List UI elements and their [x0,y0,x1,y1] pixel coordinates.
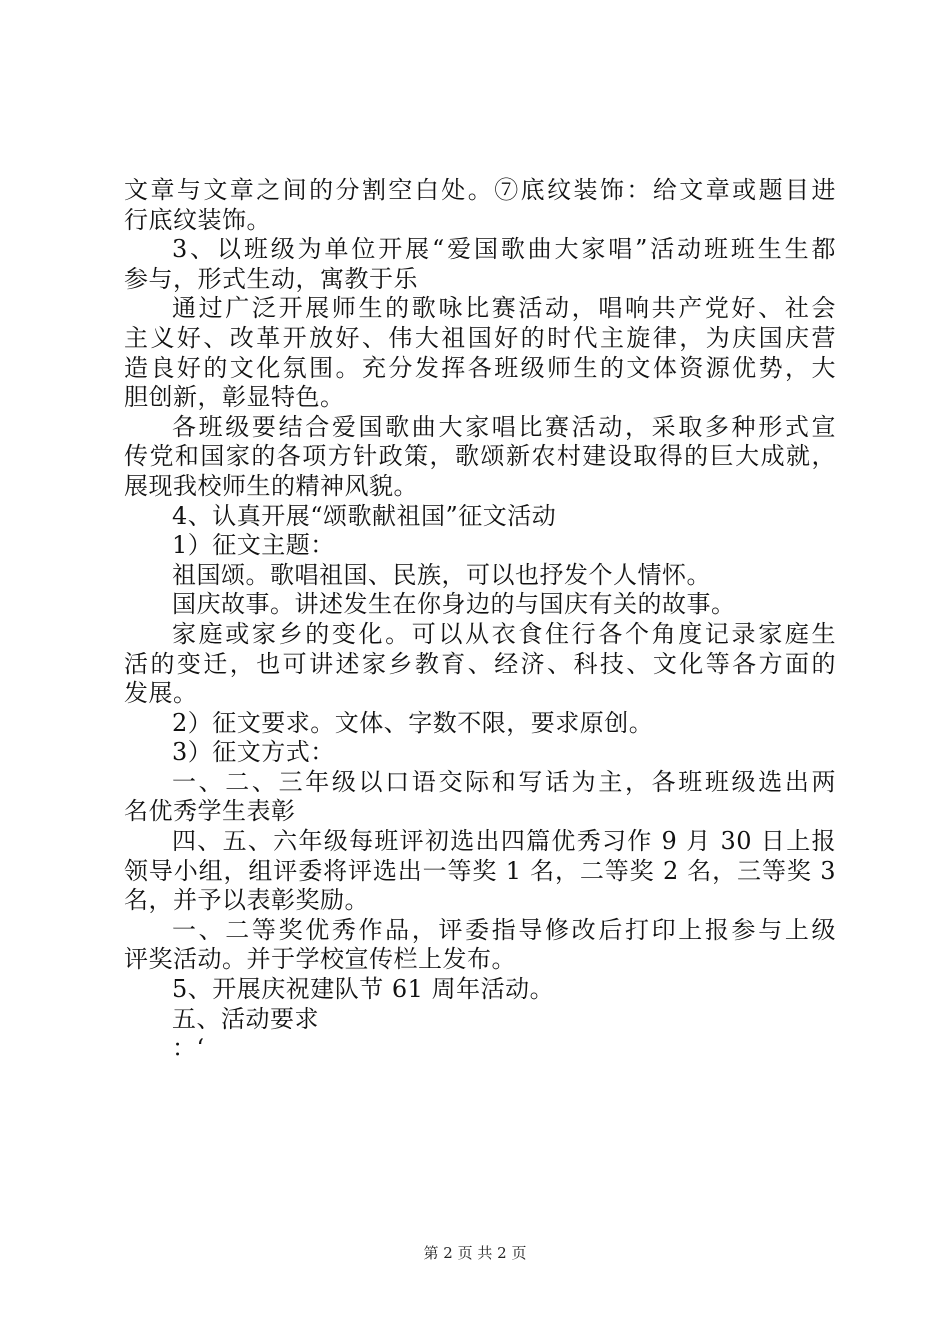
text-line: 家庭或家乡的变化。可以从衣食住行各个角度记录家庭生 [172,619,836,648]
text-line: 五、活动要求 [172,1004,319,1033]
text-line: ：‘ [172,1034,205,1063]
text-line: 评奖活动。并于学校宣传栏上发布。 [124,945,516,974]
text-line: 传党和国家的各项方针政策，歌颂新农村建设取得的巨大成就， [124,442,836,471]
text-line: 3、以班级为单位开展“爱国歌曲大家唱”活动班班生生都 [172,235,836,264]
text-line: 名优秀学生表彰 [124,797,296,826]
text-line: 胆创新，彰显特色。 [124,383,345,412]
text-line: 祖国颂。歌唱祖国、民族，可以也抒发个人情怀。 [172,560,711,589]
text-line: 发展。 [124,679,198,708]
text-line: 国庆故事。讲述发生在你身边的与国庆有关的故事。 [172,590,736,619]
text-line: 3）征文方式： [172,738,335,767]
text-line: 5、开展庆祝建队节 61 周年活动。 [172,975,555,1004]
text-line: 主义好、改革开放好、伟大祖国好的时代主旋律，为庆国庆营 [124,323,836,352]
text-line: 领导小组，组评委将评选出一等奖 1 名，二等奖 2 名，三等奖 3 [124,856,836,885]
text-line: 通过广泛开展师生的歌咏比赛活动，唱响共产党好、社会 [172,294,836,323]
text-line: 名，并予以表彰奖励。 [124,886,369,915]
text-line: 参与，形式生动，寓教于乐 [124,264,418,293]
text-line: 2）征文要求。文体、字数不限，要求原创。 [172,708,654,737]
text-line: 一、二、三年级以口语交际和写话为主，各班班级选出两 [172,767,836,796]
text-line: 展现我校师生的精神风貌。 [124,471,418,500]
text-line: 行底纹装饰。 [124,205,271,234]
page-footer: 第 2 页 共 2 页 [423,1244,527,1262]
text-line: 四、五、六年级每班评初选出四篇优秀习作 9 月 30 日上报 [172,827,836,856]
text-line: 1）征文主题： [172,531,335,560]
document-body [124,176,836,1064]
text-line: 4、认真开展“颂歌献祖国”征文活动 [172,501,557,530]
text-line: 一、二等奖优秀作品，评委指导修改后打印上报参与上级 [172,915,836,944]
text-line: 文章与文章之间的分割空白处。⑦底纹装饰：给文章或题目进 [124,176,836,204]
text-line: 造良好的文化氛围。充分发挥各班级师生的文体资源优势，大 [124,353,836,382]
text-line: 各班级要结合爱国歌曲大家唱比赛活动，采取多种形式宣 [172,412,836,441]
text-line: 活的变迁，也可讲述家乡教育、经济、科技、文化等各方面的 [124,649,836,678]
